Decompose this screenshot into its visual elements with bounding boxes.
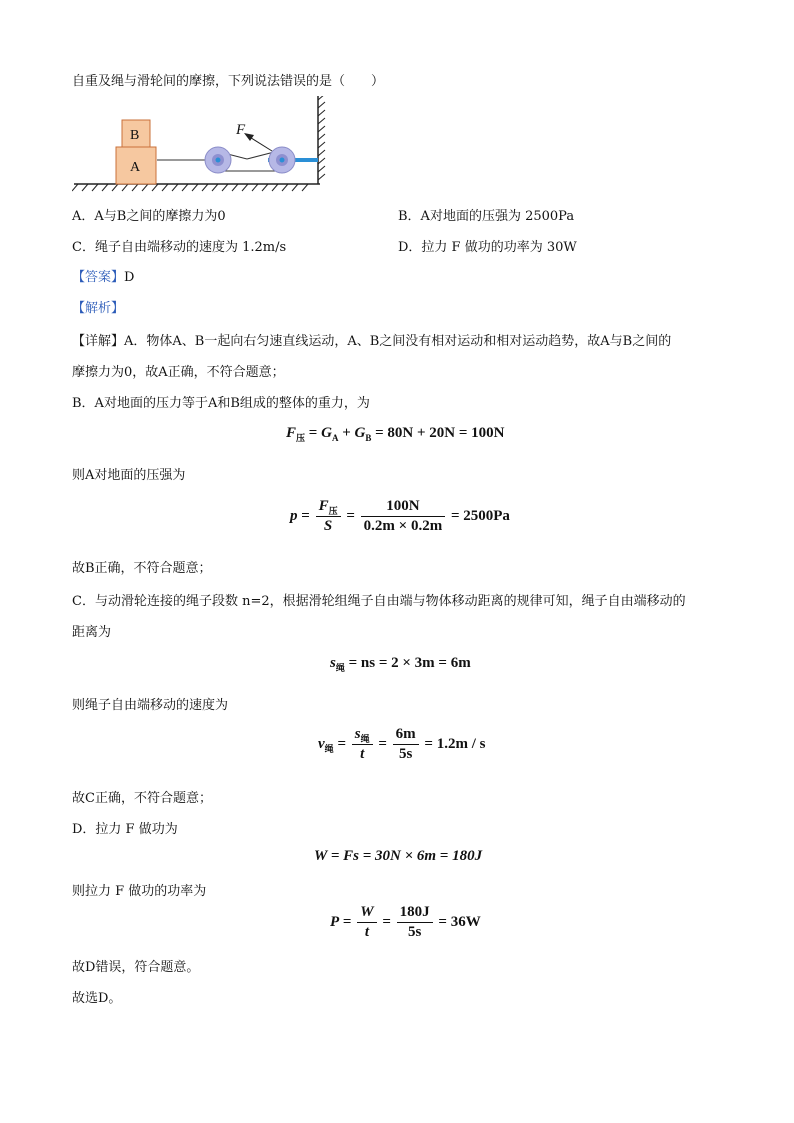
formula-rope-distance: $s_绳$ = ns = 2 × 3m = 6m [330,655,471,673]
force-arrow [244,133,272,151]
pulley-movable [205,147,231,173]
detail-label: 【详解】 [72,334,125,349]
detail-line-10: D．拉力 F 做功为 [72,822,178,837]
answer-line [72,266,134,285]
detail-line-8: 则绳子自由端移动的速度为 [72,698,229,713]
block-b [122,120,150,147]
ground-line [72,184,320,191]
force-label: F [236,122,246,138]
block-a-label: A [130,160,141,175]
block-b-label: B [130,128,140,143]
option-c: C．绳子自由端移动的速度为 1.2m/s [72,240,287,255]
detail-line-3: B．A对地面的压力等于A和B组成的整体的重力，为 [72,396,370,411]
analysis-label: 【解析】 [72,301,125,316]
option-b: B．A对地面的压强为 2500Pa [398,209,575,224]
formula-pressure-force: $F_压 = G_A + G_B = 80N + 20N = 100N$ [286,425,505,443]
detail-line-4: 则A对地面的压强为 [72,468,186,483]
detail-text-1: A．物体A、B一起向右匀速直线运动，A、B之间没有相对运动和相对运动趋势，故A与B之间的 [124,334,672,349]
detail-line-5: 故B正确，不符合题意； [72,561,212,576]
formula-rope-speed: $v_绳$ = $\frac{s_绳}{t}$ = $\frac{6m}{5s}$ = 1.2m / s [318,726,486,762]
detail-line-13: 故选D。 [72,991,122,1006]
formula-power: P = $\frac{W}{t}$ = $\frac{180J}{5s}$ = 36W [330,904,481,940]
pulley-fixed [269,147,295,173]
detail-line-9: 故C正确，不符合题意； [72,791,212,806]
detail-line-12: 故D错误，符合题意。 [72,960,200,975]
pulley-diagram [72,96,332,196]
detail-line-11: 则拉力 F 做功的功率为 [72,884,207,899]
detail-line-6: C．与动滑轮连接的绳子段数 n=2，根据滑轮组绳子自由端与物体移动距离的规律可知，绳子自由端移动的 [72,594,686,609]
option-d: D．拉力 F 做功的功率为 30W [398,240,577,255]
detail-line-7: 距离为 [72,625,112,640]
detail-line-2: 摩擦力为0，故A正确，不符合题意； [72,365,285,380]
formula-work: W = Fs = 30N × 6m = 180J [314,848,483,864]
wall [318,96,325,184]
answer-label: 【答案】 [72,270,125,285]
option-a: A．A与B之间的摩擦力为0 [72,209,226,224]
formula-pressure: p = $\frac{F_压}{S}$ = $\frac{100N}{0.2m \times 0.2m}$ = 2500Pa [290,498,510,534]
answer-value: D [124,270,135,285]
question-stem: 自重及绳与滑轮间的摩擦，下列说法错误的是（ ） [72,74,385,89]
detail-line-1 [72,330,671,349]
block-a [116,147,156,184]
